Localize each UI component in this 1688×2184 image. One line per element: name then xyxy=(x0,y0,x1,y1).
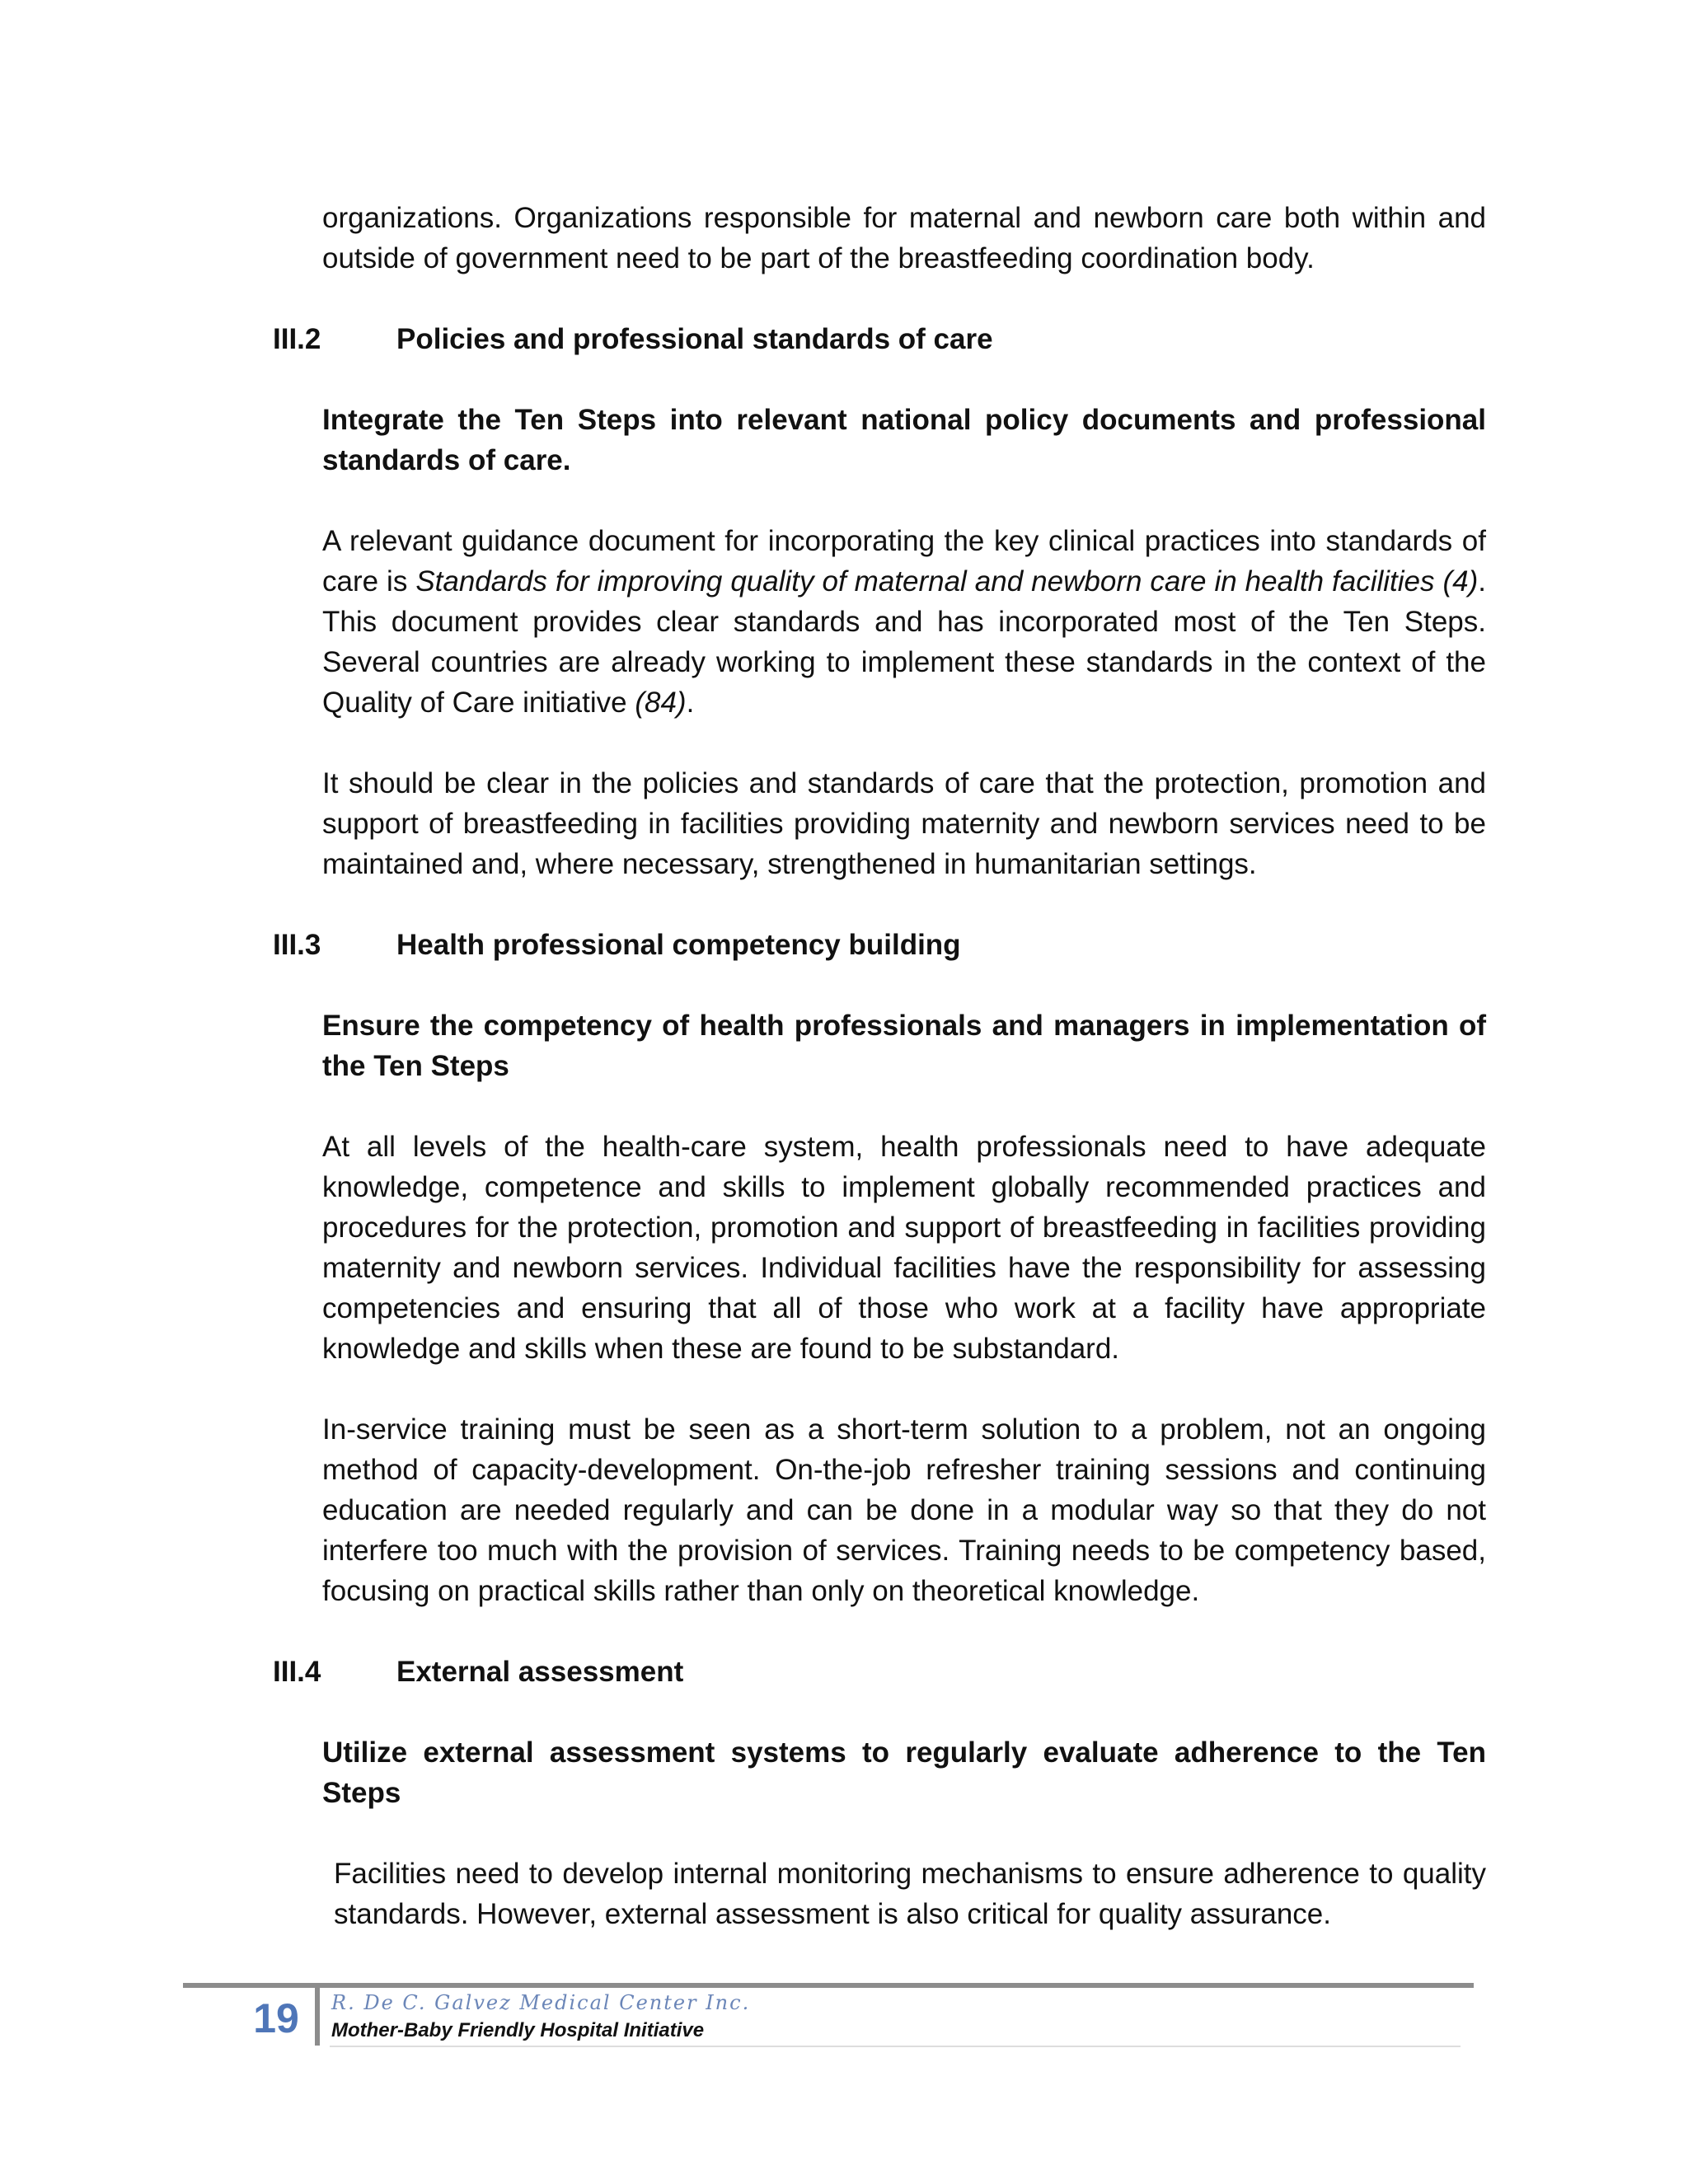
section-heading-iii-3 xyxy=(273,925,1437,965)
paragraph-text: A relevant guidance document for incorporating the key clinical practices into standards of care is xyxy=(322,525,1486,598)
section-heading-iii-4 xyxy=(273,1652,1437,1692)
footer-divider xyxy=(183,1983,1474,1988)
section-subheading: Ensure the competency of health professionals and managers in implementation of the Ten Steps xyxy=(322,1010,1486,1082)
section-title: Policies and professional standards of care xyxy=(396,323,993,355)
section-subheading: Integrate the Ten Steps into relevant national policy documents and professional standards of care. xyxy=(322,404,1486,476)
citation-reference: (84) xyxy=(635,687,687,719)
paragraph-text: . xyxy=(686,687,695,719)
footer-vertical-divider xyxy=(315,1988,320,2046)
section-title: External assessment xyxy=(396,1656,684,1688)
page-number: 19 xyxy=(253,1995,299,2041)
section-title: Health professional competency building xyxy=(396,929,961,961)
footer-underline xyxy=(330,2046,1461,2047)
body-paragraph: It should be clear in the policies and standards of care that the protection, promotion and support of breastfeeding in facilities providing maternity and newborn services need to be maintained and, where necessary, strengthened in humanitarian settings. xyxy=(322,767,1486,880)
body-paragraph: At all levels of the health-care system, health professionals need to have adequate knowledge, competence and skills to implement globally recommended practices and procedures for the protection, promotion and support of breastfeeding in facilities providing maternity and newborn services. Individual facilities have the responsibility for assessing competencies and ensuring that all of those who work at a facility have appropriate knowledge and skills when these are found to be substandard. xyxy=(322,1131,1486,1365)
section-number: III.3 xyxy=(273,929,321,961)
body-paragraph xyxy=(322,521,1486,723)
body-paragraph: Facilities need to develop internal monitoring mechanisms to ensure adherence to quality standards. However, external assessment is also critical for quality assurance. xyxy=(334,1858,1486,1930)
section-heading-iii-2 xyxy=(273,319,1437,359)
section-subheading: Utilize external assessment systems to regularly evaluate adherence to the Ten Steps xyxy=(322,1736,1486,1809)
body-paragraph: In-service training must be seen as a short-term solution to a problem, not an ongoing method of capacity-development. On-the-job refresher training sessions and continuing education are needed regularly and can be done in a modular way so that they do not interfere too much with the provision of services. Training needs to be competency based, focusing on practical skills rather than only on theoretical knowledge. xyxy=(322,1413,1486,1607)
page-body xyxy=(273,198,1486,1975)
paragraph-text: . This document provides clear standards and has incorporated most of the Ten Steps. Several countries are already working to implement these standards in the context of the Quality of Care initiative xyxy=(322,565,1486,719)
footer-subtitle: Mother-Baby Friendly Hospital Initiative xyxy=(331,2019,705,2041)
document-title-reference: Standards for improving quality of maternal and newborn care in health facilities (4) xyxy=(415,565,1479,598)
footer-organization: R. De C. Galvez Medical Center Inc. xyxy=(331,1991,751,2014)
section-number: III.4 xyxy=(273,1656,321,1688)
section-number: III.2 xyxy=(273,323,321,355)
intro-paragraph: organizations. Organizations responsible for maternal and newborn care both within and outside of government need to be part of the breastfeeding coordination body. xyxy=(322,202,1486,274)
